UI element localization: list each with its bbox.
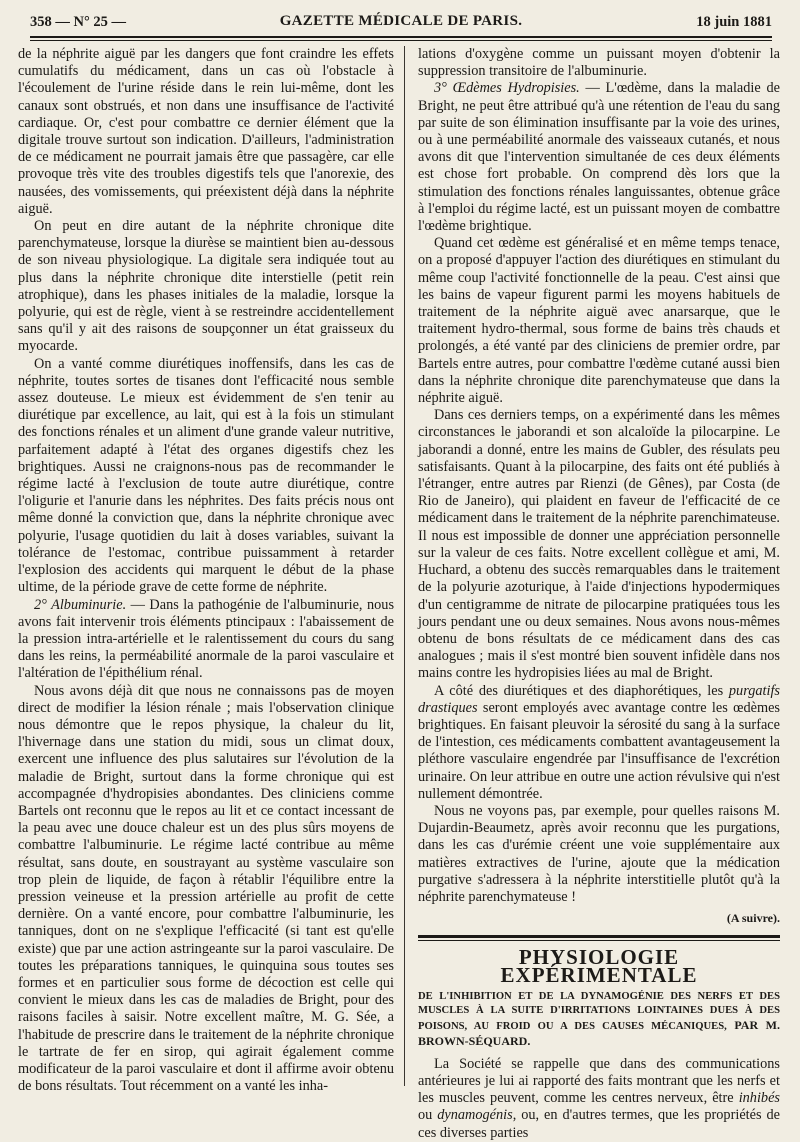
emphasis-inhibes: inhibés [738,1090,780,1107]
article-author: PAR M. BROWN-SÉQUARD. [418,1017,780,1048]
paragraph [418,1056,780,1142]
section-heading-oedemes: 3° Œdèmes Hydropisies. [434,80,580,97]
paragraph-text: seront employés avec avantage contre les œdèmes brightiques. En faisant pleuvoir la sérosité du sang à la surface de l'intestion, ces médicaments combattent avantageusement la pléthore vasculaire engendrée par l'insuffisance de l'excrétion urinaire. On leur attribue en outre une action révulsive qui n'est nullement démontrée. [418,699,780,802]
paragraph: Dans ces derniers temps, on a expérimenté dans les mêmes circonstances le jaborandi et son alcaloïde la pilocarpine. Le jaborandi a donné, entre les mains de Gubler, des résulats peu satisfaisants. Quant à la pilocarpine, des faits ont été publiés à l'étranger, entre autres par Rienzi (de Gênes), par Costa (de Rio de Janeiro), qui plaident en faveur de l'efficacité de ce médicament dans le traitement de la néphrite parenchimateuse. Il nous est impossible de donner une appréciation personnelle sur la valeur de ces faits. Notre excellent collègue et ami, M. Huchard, a obtenu des succès remarquables dans le traitement de la polyurie azoturique, à l'aide d'injections hypodermiques d'un centigramme de nitrate de pilocarpine pratiquées tous les jours pendant une ou deux semaines. Nous avons nous-mêmes obtenu de bons résultats de ce médicament dans des cas analogues ; mais il s'est montré bien souvent infidèle dans nos mains contre les hydropisies liées au mal de Bright. [418,407,780,682]
left-column [18,46,394,1095]
paragraph: Nous avons déjà dit que nous ne connaissons pas de moyen direct de modifier la lésion rénale ; mais l'observation clinique nous démontre que le repos physique, la chaleur du lit, l'hivernage dans une station du midi, sous un climat doux, exercent une influence des plus salutaires sur l'évolution de la maladie de Bright, surtout dans la forme chronique qui est accompagnée d'hydropisies abondantes. Des cliniciens comme Bartels ont reconnu que le repos au lit et ce contact incessant de la peau avec une douce chaleur est un des plus sûrs moyens de combattre l'albuminurie. Le régime lacté contribue au même résultat, sans doute, en soustrayant au système vasculaire son trop plein de liquide, de façon à rétablir l'équilibre entre la pression veineuse et la pression artérielle au profit de cette dernière. On a vanté encore, pour combattre l'albuminurie, les tanniques, dont on ne s'explique l'efficacité (si tant est qu'elle existe) que par une action astringeante sur la paroi vasculaire. De toutes les préparations tanniques, le quinquina sous toutes ses formes et en particulier sous forme de décoction est celle qui convient le mieux dans les cas de maladies de Bright, pour des raisons faciles à saisir. Notre excellent maître, M. G. Sée, a l'habitude de prescrire dans le traitement de la néphrite chronique le tartrate de fer en sirop, qui agirait également comme modificateur de la paroi vasculaire et dont il affirme avoir obtenu de bons résultats. Tout récemment on a vanté les inha- [18,682,394,1095]
emphasis-purgatifs: purgatifs drastiques [418,682,780,716]
paragraph [418,683,780,803]
section-rule-thin [418,940,780,941]
page-number: 358 — N° 25 — [30,14,127,30]
section-rule-thick [418,935,780,938]
paragraph: On a vanté comme diurétiques inoffensifs, dans les cas de néphrite, toutes sortes de tisanes dont l'efficacité nous semble assez douteuse. Le mieux est évidemment de s'en tenir au diurétique par excellence, au lait, qui est à la fois un stimulant des fonctions rénales et un aliment d'une grande valeur nutritive, parfaitement adapté à l'état des organes digestifs chez les brightiques. Aussi ne craignons-nous pas de recommander le régime lacté à l'exclusion de toute autre diurétique, contre l'oligurie et l'anurie dans les néphrites. Des faits précis nous ont même donné la conviction que, dans la néphrite chronique avec polyurie, l'usage quotidien du lait à doses variables, suivant la tolérance de l'estomac, contribue puissamment à retarder l'explosion des accidents qui marquent le début de la phase ultime, de la période grave de cette forme de néphrite. [18,355,394,596]
paragraph-text: La Société se rappelle que dans des communications antérieures je lui ai rapporté des faits montrant que les nerfs et les muscles peuvent, comme les centres nerveux, être [418,1055,780,1107]
column-divider [404,46,405,1086]
emphasis-dynamogenis: dynamogénis [437,1107,513,1124]
paragraph [418,80,780,235]
section-heading-albuminurie: 2° Albuminurie. [34,596,127,613]
paragraph-text: — L'œdème, dans la maladie de Bright, ne peut être attribué qu'à une rétention de l'eau du sang par suite de son élimination insuffisante par la voie des urines, ou à une perméabilité anormale des vaisseaux cutanés, et nous avons dit que l'intervention simultanée de ces deux éléments est chose fort probable. On comprend dès lors que la stimulation des fonctions rénales languissantes, obtenue grâce à l'emploi du régime lacté, est un puissant moyen de combattre l'œdème brightique. [418,80,780,235]
paragraph-text: — Dans la pathogénie de l'albuminurie, nous avons fait intervenir trois éléments ptincipaux : l'abaissement de la pression intra-artérielle et le ralentissement du cours du sang dans les reins, la perméabilité anormale de la paroi vasculaire et l'altération de l'épithélium rénal. [18,596,395,682]
paragraph: On peut en dire autant de la néphrite chronique dite parenchymateuse, lorsque la diurèse se maintient bien au-dessous de son niveau physiologique. La digitale sera indiquée tout au plus dans la néphrite chronique dite interstielle (petit rein atrophique), dans les phases initiales de la maladie, lorsque la polyurie, qui est de règle, vient à se restreindre accidentellement sans qu'il y ait des raisons de soupçonner un état graisseux du myocarde. [18,218,394,355]
paragraph-text: A côté des diurétiques et des diaphorétiques, les [434,682,729,699]
issue-date: 18 juin 1881 [696,14,772,30]
right-column [418,46,780,1142]
paragraph [18,597,394,683]
section-title-physiologie: PHYSIOLOGIE EXPÉRIMENTALE [500,945,698,987]
subtitle-text: DE L'INHIBITION ET DE LA DYNAMOGÉNIE DES NERFS ET DES MUSCLES À LA SUITE D'IRRITATIONS LOINTAINES DUES À DES POISONS, AU FROID OU A DES CAUSES MÉCANIQUES, [418,990,780,1032]
continued-note: (A suivre). [726,911,780,926]
paragraph-text: ou [418,1107,438,1124]
paragraph-text: , ou, en d'autres termes, que les propriétés de ces diverses parties [418,1107,780,1141]
paragraph: Nous ne voyons pas, par exemple, pour quelles raisons M. Dujardin-Beaumetz, après avoir reconnu que les purgations, dans les cas d'urémie créent une voie supplémentaire aux matières extractives de l'urine, ajoute que la médication purgative s'adressera à la néphrite interstitielle plutôt qu'à la néphrite parenchymateuse ! [418,802,780,905]
header-rule-thin [30,40,772,41]
journal-title: GAZETTE MÉDICALE DE PARIS. [279,13,523,29]
paragraph: de la néphrite aiguë par les dangers que font craindre les effets cumulatifs du médicament, dans un cas où l'obstacle à l'écoulement de l'urine réside dans le rein lui-même, dont les canaux sont obstrués, et non dans une insuffisance de l'activité cardiaque. Or, c'est pour combattre ce dernier élément que la digitale trouve surtout son indication. D'ailleurs, l'administration de ce médicament ne pourrait jamais être que passagère, car elle provoque très vite des troubles digestifs tels que l'anorexie, des nausées, des vomissements, qui préexistent déjà dans la néphrite aiguë. [18,46,394,217]
article-subtitle [418,990,780,1050]
paragraph: lations d'oxygène comme un puissant moyen d'obtenir la suppression transitoire de l'albuminurie. [418,46,780,80]
page-header [30,12,772,34]
paragraph: Quand cet œdème est généralisé et en même temps tenace, on a proposé d'appuyer l'action des diurétiques en stimulant du même coup l'activité fonctionnelle de la peau. C'est ainsi que les bains de vapeur figurent parmi les moyens habituels de traitement de la néphrite aiguë avec anarsarque, que le traitement hydro-thermal, sous forme de bains très chauds et prolongés, a été vanté par des cliniciens de premier ordre, par Bartels entre autres, pour combattre l'œdème cutané aussi bien dans la néphrite chronique dite parenchymateuse que dans la néphrite aiguë. [418,235,780,407]
header-rule-thick [30,36,772,38]
